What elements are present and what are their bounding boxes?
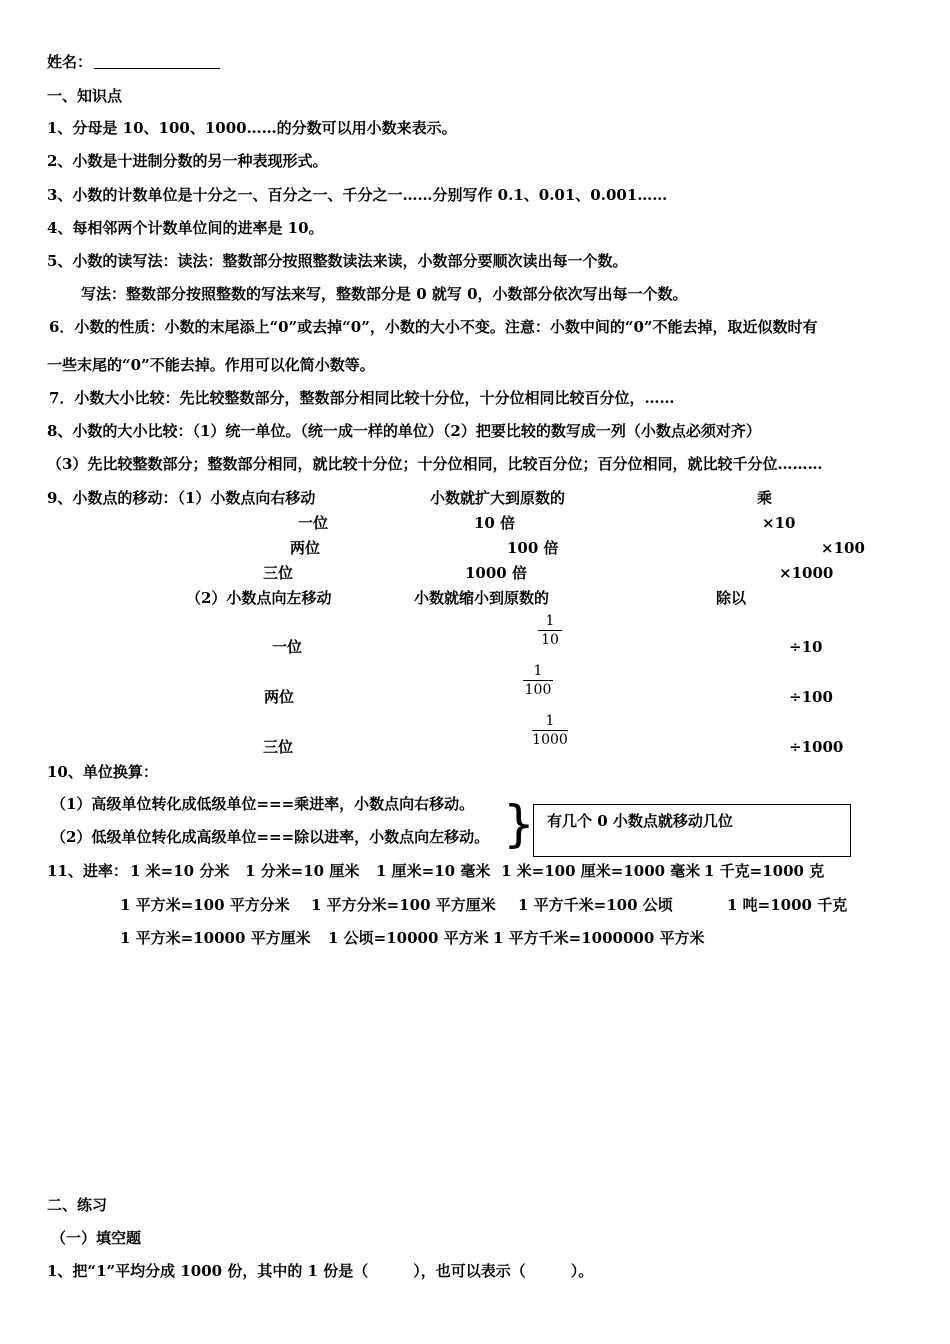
point-1: 1、分母是 10、100、1000……的分数可以用小数来表示。: [47, 119, 457, 137]
point-3: 3、小数的计数单位是十分之一、百分之一、千分之一……分别写作 0.1、0.01、0.001……: [47, 186, 668, 204]
point-2: 2、小数是十进制分数的另一种表现形式。: [47, 152, 328, 170]
right-row3-times: 1000 倍: [465, 564, 527, 582]
point-9-col2: 小数就扩大到原数的: [430, 489, 566, 507]
left-move-col3: 除以: [716, 589, 747, 607]
point-8: 8、小数的大小比较：（1）统一单位。（统一成一样的单位）（2）把要比较的数写成一列（小数点必须对齐）: [47, 422, 761, 440]
fraction-denominator: 10: [541, 632, 559, 648]
point-4: 4、每相邻两个计数单位间的进率是 10。: [47, 219, 324, 237]
right-brace-icon: }: [503, 795, 535, 853]
rate-4: 1 米=100 厘米=1000 毫米: [501, 862, 701, 880]
point-10-a: （1）高级单位转化成低级单位===乘进率，小数点向右移动。: [51, 795, 475, 813]
left-row2-op: ÷100: [789, 688, 833, 706]
right-row2-pos: 两位: [290, 539, 321, 557]
left-row1-pos: 一位: [272, 638, 303, 656]
left-row1-op: ÷10: [789, 638, 823, 656]
point-5: 5、小数的读写法：读法：整数部分按照整数读法来读，小数部分要顺次读出每一个数。: [47, 252, 628, 270]
rate-9: 1 吨=1000 千克: [727, 896, 848, 914]
right-row1-op: ×10: [762, 514, 796, 532]
rate-8: 1 平方千米=100 公顷: [518, 896, 673, 914]
rate-2: 1 分米=10 厘米: [245, 862, 360, 880]
name-label: 姓名：: [47, 53, 93, 71]
right-row2-op: ×100: [821, 539, 865, 557]
fraction-numerator: 1: [545, 613, 555, 629]
fraction-denominator: 1000: [532, 732, 568, 748]
left-move-col2: 小数就缩小到原数的: [414, 589, 550, 607]
fraction-1-1000: [532, 714, 568, 747]
point-10-title: 10、单位换算：: [47, 763, 158, 781]
fraction-1-10: [538, 614, 562, 647]
point-6-cont: 一些末尾的“0”不能去掉。作用可以化简小数等。: [47, 356, 375, 374]
fraction-1-100: [523, 664, 553, 697]
left-row2-pos: 两位: [264, 688, 295, 706]
question-1: 1、把“1”平均分成 1000 份，其中的 1 份是（ ），也可以表示（ ）。: [47, 1262, 594, 1280]
right-row3-pos: 三位: [263, 564, 294, 582]
rate-3: 1 厘米=10 毫米: [376, 862, 491, 880]
point-10-b: （2）低级单位转化成高级单位===除以进率，小数点向左移动。: [51, 828, 490, 846]
point-5-writing: 写法：整数部分按照整数的写法来写，整数部分是 0 就写 0，小数部分依次写出每一个数。: [81, 285, 688, 303]
section2-title: 二、练习: [47, 1196, 108, 1214]
right-row1-times: 10 倍: [474, 514, 516, 532]
rate-11: 1 公顷=10000 平方米: [328, 929, 489, 947]
point-9-label: 9、小数点的移动：（1）小数点向右移动: [47, 489, 316, 507]
point-9-col3: 乘: [757, 489, 773, 507]
fraction-denominator: 100: [524, 682, 552, 698]
section1-title: 一、知识点: [47, 87, 123, 105]
rate-12: 1 平方千米=1000000 平方米: [493, 929, 705, 947]
left-row3-op: ÷1000: [789, 738, 844, 756]
point-6: 6．小数的性质：小数的末尾添上“0”或去掉“0”，小数的大小不变。注意：小数中间的“0”不能去掉，取近似数时有: [49, 318, 818, 336]
right-row2-times: 100 倍: [507, 539, 559, 557]
rate-7: 1 平方分米=100 平方厘米: [311, 896, 496, 914]
rate-5: 1 千克=1000 克: [704, 862, 825, 880]
tip-box-text: 有几个 0 小数点就移动几位: [547, 812, 733, 830]
left-row3-pos: 三位: [263, 738, 294, 756]
rate-1: 1 米=10 分米: [130, 862, 230, 880]
right-row3-op: ×1000: [779, 564, 834, 582]
section2-subtitle: （一）填空题: [51, 1229, 142, 1247]
right-row1-pos: 一位: [298, 514, 329, 532]
point-11-title: 11、进率：: [47, 862, 128, 880]
point-7: 7．小数大小比较：先比较整数部分，整数部分相同比较十分位，十分位相同比较百分位，……: [49, 389, 675, 407]
fraction-numerator: 1: [545, 713, 555, 729]
rate-10: 1 平方米=10000 平方厘米: [120, 929, 311, 947]
fraction-numerator: 1: [533, 663, 543, 679]
point-8-cont: （3）先比较整数部分；整数部分相同，就比较十分位；十分位相同，比较百分位；百分位相同，就比较千分位………: [47, 455, 823, 473]
tip-box: [533, 804, 851, 857]
name-blank-line[interactable]: [94, 68, 220, 69]
left-move-label: （2）小数点向左移动: [186, 589, 332, 607]
rate-6: 1 平方米=100 平方分米: [120, 896, 290, 914]
